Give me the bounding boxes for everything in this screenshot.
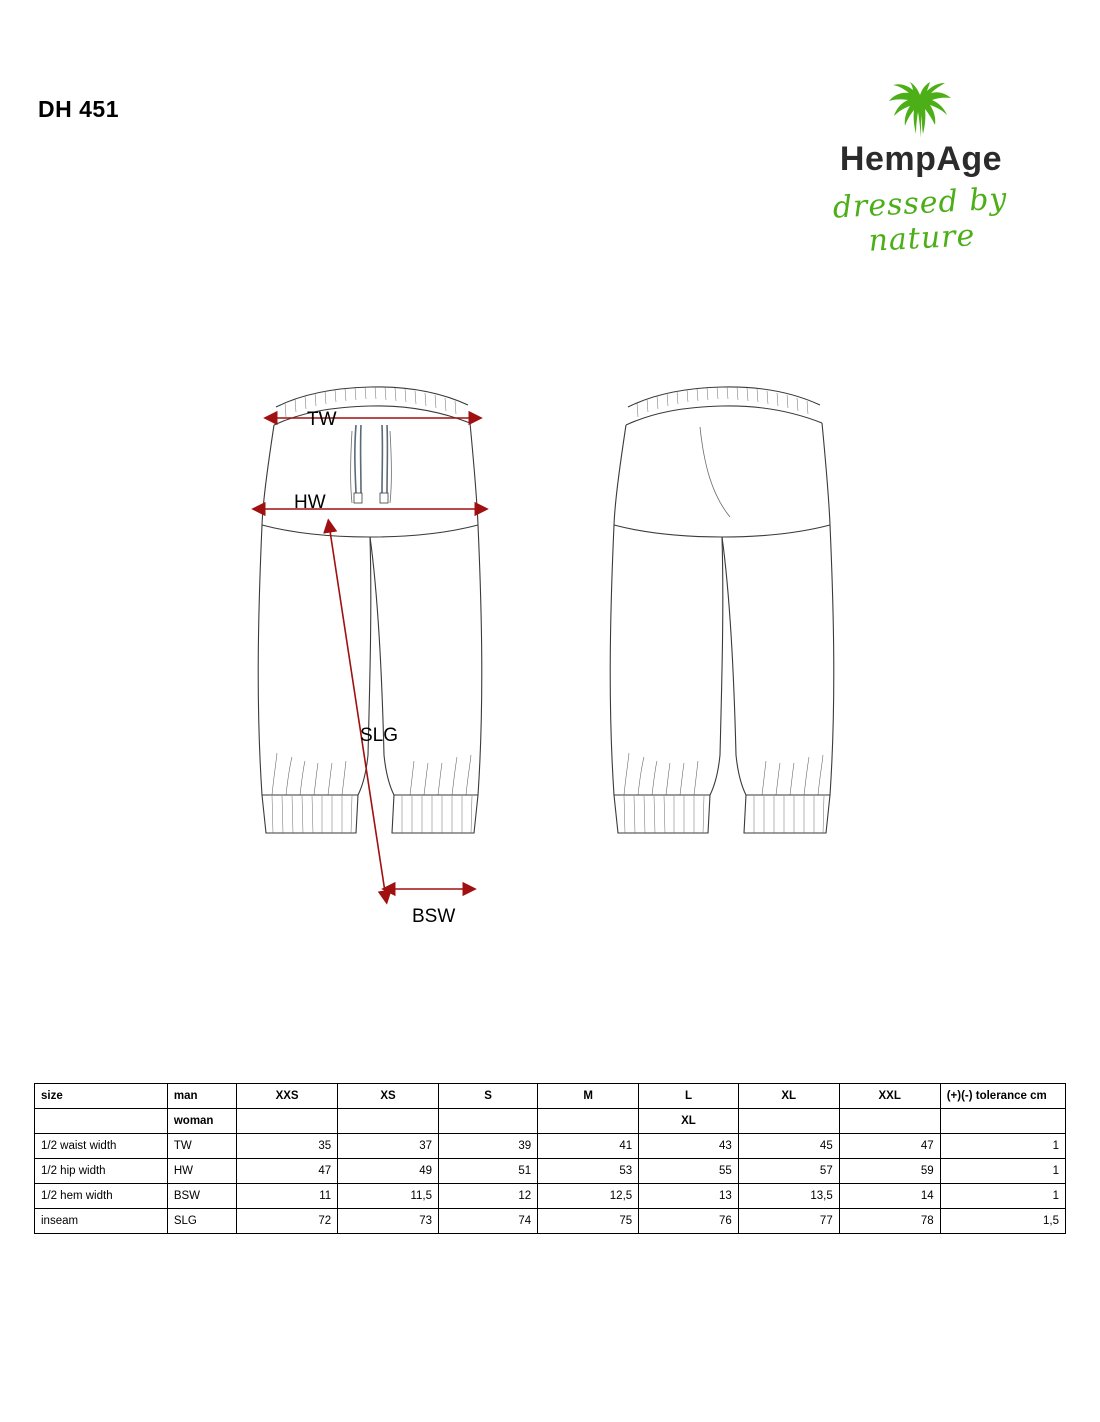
row-label-hip-width: 1/2 hip width	[35, 1159, 168, 1184]
cell-slg-l: 76	[639, 1209, 739, 1234]
row-code-bsw: BSW	[167, 1184, 236, 1209]
cell-bsw-m: 12,5	[538, 1184, 639, 1209]
table-header-row	[35, 1084, 1066, 1109]
column-header-size: size	[35, 1084, 168, 1109]
cell-bsw-tolerance: 1	[940, 1184, 1065, 1209]
cell-slg-xxl: 78	[839, 1209, 940, 1234]
cell-bsw-xxs: 11	[237, 1184, 338, 1209]
row-label-inseam: inseam	[35, 1209, 168, 1234]
cell-hw-tolerance: 1	[940, 1159, 1065, 1184]
cell-tw-tolerance: 1	[940, 1134, 1065, 1159]
column-header-xs: XS	[338, 1084, 439, 1109]
column-header-s: S	[438, 1084, 537, 1109]
cell-woman-tolerance	[940, 1109, 1065, 1134]
cell-hw-xs: 49	[338, 1159, 439, 1184]
table-row-woman	[35, 1109, 1066, 1134]
cell-woman-2	[438, 1109, 537, 1134]
brand-logo	[786, 82, 1056, 259]
cell-bsw-xs: 11,5	[338, 1184, 439, 1209]
slg-dimension-line	[330, 531, 385, 892]
column-header-man: man	[167, 1084, 236, 1109]
garment-sketch	[0, 355, 1100, 955]
size-chart-table	[34, 1083, 1066, 1234]
cell-slg-xl: 77	[738, 1209, 839, 1234]
cell-woman-4: XL	[639, 1109, 739, 1134]
cell-bsw-xxl: 14	[839, 1184, 940, 1209]
cell-slg-tolerance: 1,5	[940, 1209, 1065, 1234]
column-header-xxl: XXL	[839, 1084, 940, 1109]
row-label-woman	[35, 1109, 168, 1134]
cell-bsw-s: 12	[438, 1184, 537, 1209]
cell-tw-s: 39	[438, 1134, 537, 1159]
cell-woman-5	[738, 1109, 839, 1134]
cell-woman-1	[338, 1109, 439, 1134]
column-header-l: L	[639, 1084, 739, 1109]
column-header-xxs: XXS	[237, 1084, 338, 1109]
bsw-label: BSW	[412, 906, 456, 927]
cell-slg-xxs: 72	[237, 1209, 338, 1234]
cell-tw-l: 43	[639, 1134, 739, 1159]
page-title: DH 451	[38, 96, 119, 122]
column-header-tolerance: (+)(-) tolerance cm	[940, 1084, 1065, 1109]
brand-name: HempAge	[839, 140, 1003, 178]
row-code-hw: HW	[167, 1159, 236, 1184]
cell-tw-xxs: 35	[237, 1134, 338, 1159]
cell-woman-3	[538, 1109, 639, 1134]
cell-woman-6	[839, 1109, 940, 1134]
cell-slg-m: 75	[538, 1209, 639, 1234]
technical-drawing	[0, 355, 1100, 955]
row-code-woman: woman	[167, 1109, 236, 1134]
tw-label: TW	[307, 409, 337, 430]
row-label-waist-width: 1/2 waist width	[35, 1134, 168, 1159]
slg-label: SLG	[360, 725, 399, 746]
hemp-leaf-icon	[886, 82, 956, 138]
cell-hw-s: 51	[438, 1159, 537, 1184]
row-code-tw: TW	[167, 1134, 236, 1159]
table-row	[35, 1184, 1066, 1209]
cell-tw-m: 41	[538, 1134, 639, 1159]
cell-tw-xs: 37	[338, 1134, 439, 1159]
hw-label: HW	[294, 492, 326, 513]
cell-hw-xxs: 47	[237, 1159, 338, 1184]
row-label-hem-width: 1/2 hem width	[35, 1184, 168, 1209]
brand-tagline: dressed by nature	[831, 181, 1009, 259]
back-view	[610, 387, 834, 833]
cell-woman-0	[237, 1109, 338, 1134]
table-row	[35, 1209, 1066, 1234]
front-view	[258, 387, 482, 833]
column-header-m: M	[538, 1084, 639, 1109]
cell-hw-l: 55	[639, 1159, 739, 1184]
cell-hw-xxl: 59	[839, 1159, 940, 1184]
cell-slg-s: 74	[438, 1209, 537, 1234]
table-row	[35, 1159, 1066, 1184]
cell-tw-xl: 45	[738, 1134, 839, 1159]
cell-hw-xl: 57	[738, 1159, 839, 1184]
cell-bsw-l: 13	[639, 1184, 739, 1209]
row-code-slg: SLG	[167, 1209, 236, 1234]
cell-hw-m: 53	[538, 1159, 639, 1184]
cell-bsw-xl: 13,5	[738, 1184, 839, 1209]
column-header-xl: XL	[738, 1084, 839, 1109]
cell-slg-xs: 73	[338, 1209, 439, 1234]
table-row	[35, 1134, 1066, 1159]
cell-tw-xxl: 47	[839, 1134, 940, 1159]
